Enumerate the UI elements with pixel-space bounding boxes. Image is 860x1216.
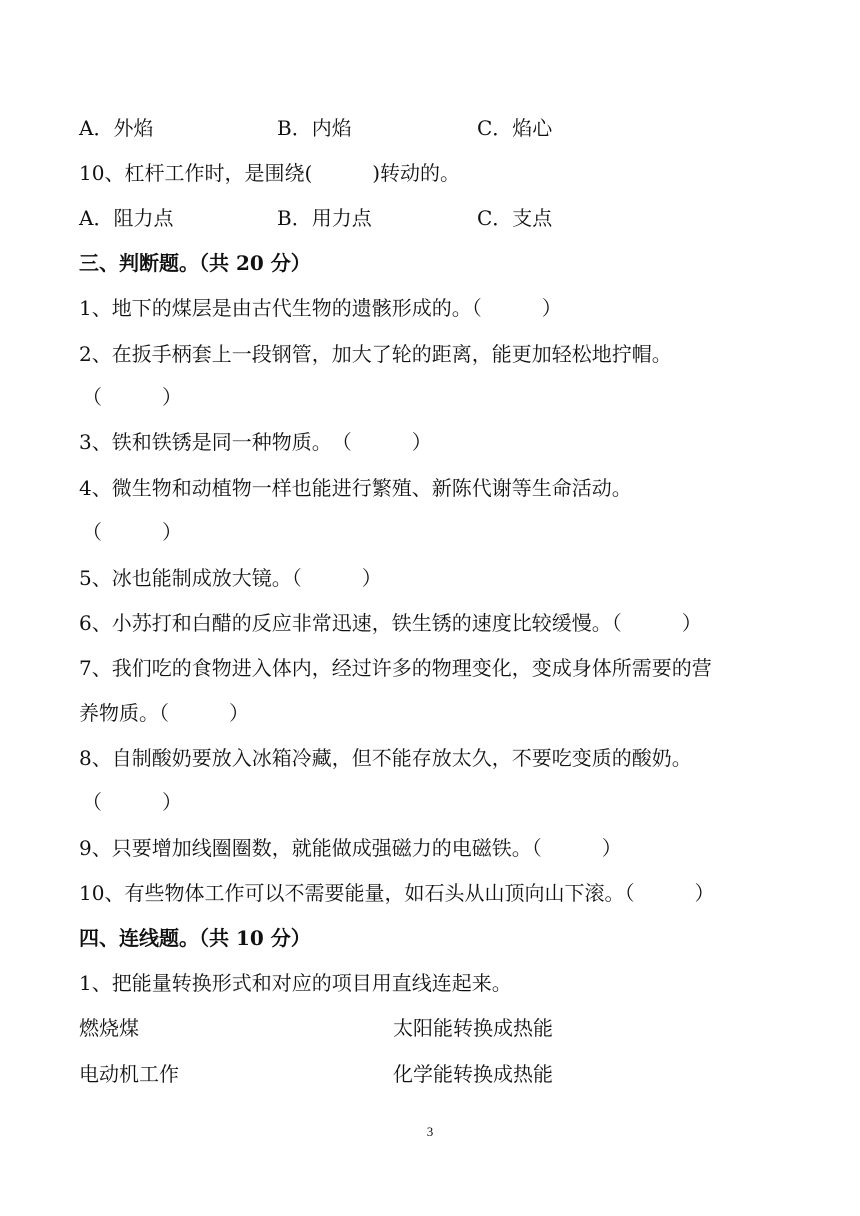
judgement-item: 9、只要增加线圈圈数，就能做成强磁力的电磁铁。（ ）: [79, 836, 622, 860]
q10-option-a: A．阻力点: [79, 206, 174, 230]
q9-option-b: B．内焰: [277, 116, 352, 140]
matching-left-item: 燃烧煤: [79, 1016, 139, 1040]
matching-right-item: 化学能转换成热能: [393, 1062, 553, 1086]
judgement-item: 7、我们吃的食物进入体内，经过许多的物理变化，变成身体所需要的营: [79, 656, 712, 680]
q10-option-b: B．用力点: [277, 206, 372, 230]
judgement-item: 2、在扳手柄套上一段钢管，加大了轮的距离，能更加轻松地拧帽。: [79, 342, 672, 366]
section4-title: 四、连线题。（共 10 分）: [79, 926, 311, 950]
section3-title: 三、判断题。（共 20 分）: [79, 251, 311, 275]
section4-instruction: 1、把能量转换形式和对应的项目用直线连起来。: [79, 971, 512, 995]
judgement-item: 6、小苏打和白醋的反应非常迅速，铁生锈的速度比较缓慢。（ ）: [79, 611, 702, 635]
judgement-item: 3、铁和铁锈是同一种物质。 （ ）: [79, 430, 432, 454]
judgement-item: 10、有些物体工作可以不需要能量，如石头从山顶向山下滚。（ ）: [79, 881, 715, 905]
q10-option-c: C．支点: [477, 206, 553, 230]
matching-left-item: 电动机工作: [79, 1062, 179, 1086]
q10-text: 10、杠杆工作时，是围绕( )转动的。: [79, 161, 461, 185]
judgement-answer-blank: （ ）: [82, 790, 182, 814]
q9-option-a: A．外焰: [79, 116, 154, 140]
matching-right-item: 太阳能转换成热能: [393, 1016, 553, 1040]
page-number: 3: [426, 1124, 434, 1139]
q9-option-c: C．焰心: [477, 116, 553, 140]
judgement-item: 1、地下的煤层是由古代生物的遗骸形成的。（ ）: [79, 296, 562, 320]
judgement-answer-blank: （ ）: [82, 385, 182, 409]
judgement-item: 4、微生物和动植物一样也能进行繁殖、新陈代谢等生命活动。: [79, 476, 632, 500]
judgement-item: 5、冰也能制成放大镜。（ ）: [79, 566, 382, 590]
judgement-item-continued: 养物质。（ ）: [79, 701, 249, 725]
judgement-answer-blank: （ ）: [82, 520, 182, 544]
judgement-item: 8、自制酸奶要放入冰箱冷藏，但不能存放太久，不要吃变质的酸奶。: [79, 746, 692, 770]
